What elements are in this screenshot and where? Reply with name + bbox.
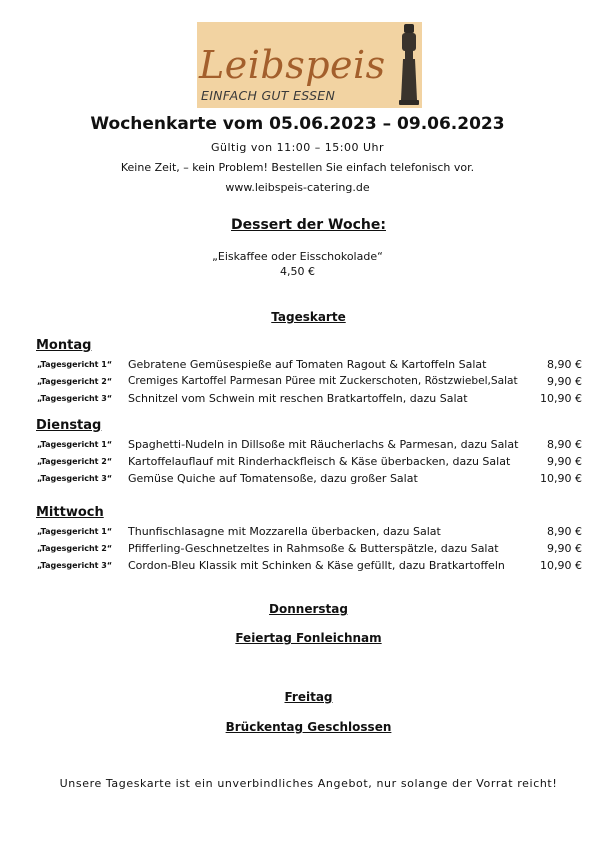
tageskarte-heading: Tageskarte [271, 310, 346, 324]
dish-description: Spaghetti-Nudeln in Dillsoße mit Räucherlachs & Parmesan, dazu Salat [128, 438, 519, 451]
menu-row [37, 559, 582, 573]
dish-price: 9,90 € [547, 542, 582, 555]
day-mittwoch: Mittwoch [36, 505, 104, 520]
dish-label: „Tagesgericht 3“ [37, 394, 113, 403]
dish-price: 9,90 € [547, 455, 582, 468]
dish-description: Thunfischlasagne mit Mozzarella überbacken, dazu Salat [128, 525, 441, 538]
logo-brand-text: Leibspeis [199, 43, 386, 87]
dish-description: Cordon-Bleu Klassik mit Schinken & Käse gefüllt, dazu Bratkartoffeln [128, 559, 505, 572]
menu-row [37, 375, 582, 389]
dish-label: „Tagesgericht 2“ [37, 544, 113, 553]
dish-price: 10,90 € [540, 472, 582, 485]
dish-label: „Tagesgericht 1“ [37, 440, 113, 449]
dish-price: 8,90 € [547, 358, 582, 371]
dish-price: 10,90 € [540, 559, 582, 572]
menu-row [37, 358, 582, 372]
dish-price: 9,90 € [547, 375, 582, 388]
donnerstag-note: Feiertag Fonleichnam [235, 631, 382, 645]
dish-price: 10,90 € [540, 392, 582, 405]
freitag-heading: Freitag [284, 690, 333, 704]
dish-description: Schnitzel vom Schwein mit reschen Bratkartoffeln, dazu Salat [128, 392, 468, 405]
menu-row [37, 438, 582, 452]
dish-price: 8,90 € [547, 525, 582, 538]
donnerstag-heading: Donnerstag [269, 602, 348, 616]
validity-hours: Gültig von 11:00 – 15:00 Uhr [210, 141, 385, 154]
dish-label: „Tagesgericht 3“ [37, 561, 113, 570]
footer-disclaimer: Unsere Tageskarte ist ein unverbindliches Angebot, nur solange der Vorrat reicht! [59, 777, 558, 790]
dish-label: „Tagesgericht 2“ [37, 377, 113, 386]
menu-row [37, 542, 582, 556]
dessert-item: „Eiskaffee oder Eisschokolade“ [212, 250, 383, 263]
dish-description: Gemüse Quiche auf Tomatensoße, dazu großer Salat [128, 472, 418, 485]
page-title: Wochenkarte vom 05.06.2023 – 09.06.2023 [90, 114, 505, 134]
dish-description: Kartoffelauflauf mit Rinderhackfleisch & Käse überbacken, dazu Salat [128, 455, 511, 468]
leibspeis-logo [197, 22, 422, 108]
pepper-mill-icon [396, 22, 422, 108]
dessert-heading: Dessert der Woche: [231, 217, 386, 233]
dish-label: „Tagesgericht 3“ [37, 474, 113, 483]
freitag-note: Brückentag Geschlossen [225, 720, 392, 734]
dish-description: Cremiges Kartoffel Parmesan Püree mit Zuckerschoten, Röstzwiebel,Salat [128, 375, 518, 387]
dish-description: Pfifferling-Geschnetzeltes in Rahmsoße & Butterspätzle, dazu Salat [128, 542, 499, 555]
dish-label: „Tagesgericht 1“ [37, 527, 113, 536]
dish-label: „Tagesgericht 1“ [37, 360, 113, 369]
order-note: Keine Zeit, – kein Problem! Bestellen Sie einfach telefonisch vor. [120, 161, 475, 174]
dish-price: 8,90 € [547, 438, 582, 451]
logo-tagline: EINFACH GUT ESSEN [201, 88, 336, 103]
menu-row [37, 392, 582, 406]
menu-row [37, 472, 582, 486]
day-montag: Montag [36, 338, 92, 353]
dessert-price: 4,50 € [280, 265, 315, 278]
dish-description: Gebratene Gemüsespieße auf Tomaten Ragout & Kartoffeln Salat [128, 358, 487, 371]
dish-label: „Tagesgericht 2“ [37, 457, 113, 466]
day-dienstag: Dienstag [36, 418, 102, 433]
website-link[interactable]: www.leibspeis-catering.de [225, 181, 370, 194]
menu-row [37, 525, 582, 539]
menu-row [37, 455, 582, 469]
